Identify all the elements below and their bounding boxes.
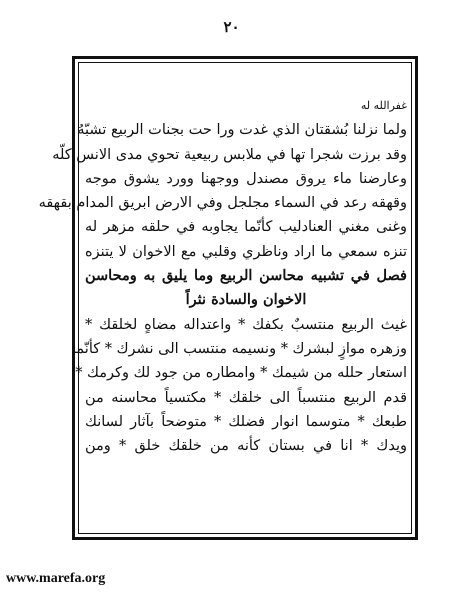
text-line: غفرالله له — [360, 99, 407, 112]
section-heading: فصل في تشبيه محاسن الربيع وما يليق به ومحاسن — [85, 267, 407, 285]
text-line: غيث الربيع منتسبٌ بكفك * واعتداله مضاهٍ لخلقك * — [85, 316, 407, 333]
text-line: ويدك * انا في بستان كأنه من خلقك خلق * ومن — [85, 438, 407, 455]
page-number: ٢٠ — [223, 18, 240, 36]
footer-url: www.marefa.org — [6, 571, 106, 586]
text-line: وقهقه رعد في السماء مجلجل وفي الارض ابريق المدام بقهقه — [38, 195, 407, 212]
text-line: قدم الربيع منتسباً الى خلقك * مكتسياً محاسنه من — [85, 389, 407, 406]
text-line: طبعك * متوسما انوار فضلك * متوضحاً بآثار لسانك — [85, 413, 407, 430]
text-line: وزهره موازٍ لبشرك * ونسيمه منتسب الى نشرك * كأنّما — [71, 340, 407, 357]
text-line: ولما نزلنا بُشقتان الذي غدت ورا حت بجنات الربيع تشبّهُ — [77, 122, 407, 139]
text-block — [38, 94, 407, 534]
text-line: وغنى مغني العنادليب كأنّما يجاوبه في حلقه مزهر له — [85, 219, 407, 236]
text-line: تنزه سمعي ما اراد وناظري وقلبي مع الاخوان لا يتنزه — [85, 243, 407, 260]
text-line: وقد برزت شجرا تها في ملابس ربيعية تحوي مدى الانس كلّه — [52, 146, 407, 163]
text-line: استعار حلله من شيمك * وامطاره من جود لك وكرمك * — [75, 365, 407, 382]
text-line: وعارضنا ماء يروق مصندل ووجهنا وورد يشوق موجه — [85, 170, 407, 187]
section-heading: الاخوان والسادة نثراً — [185, 291, 307, 309]
